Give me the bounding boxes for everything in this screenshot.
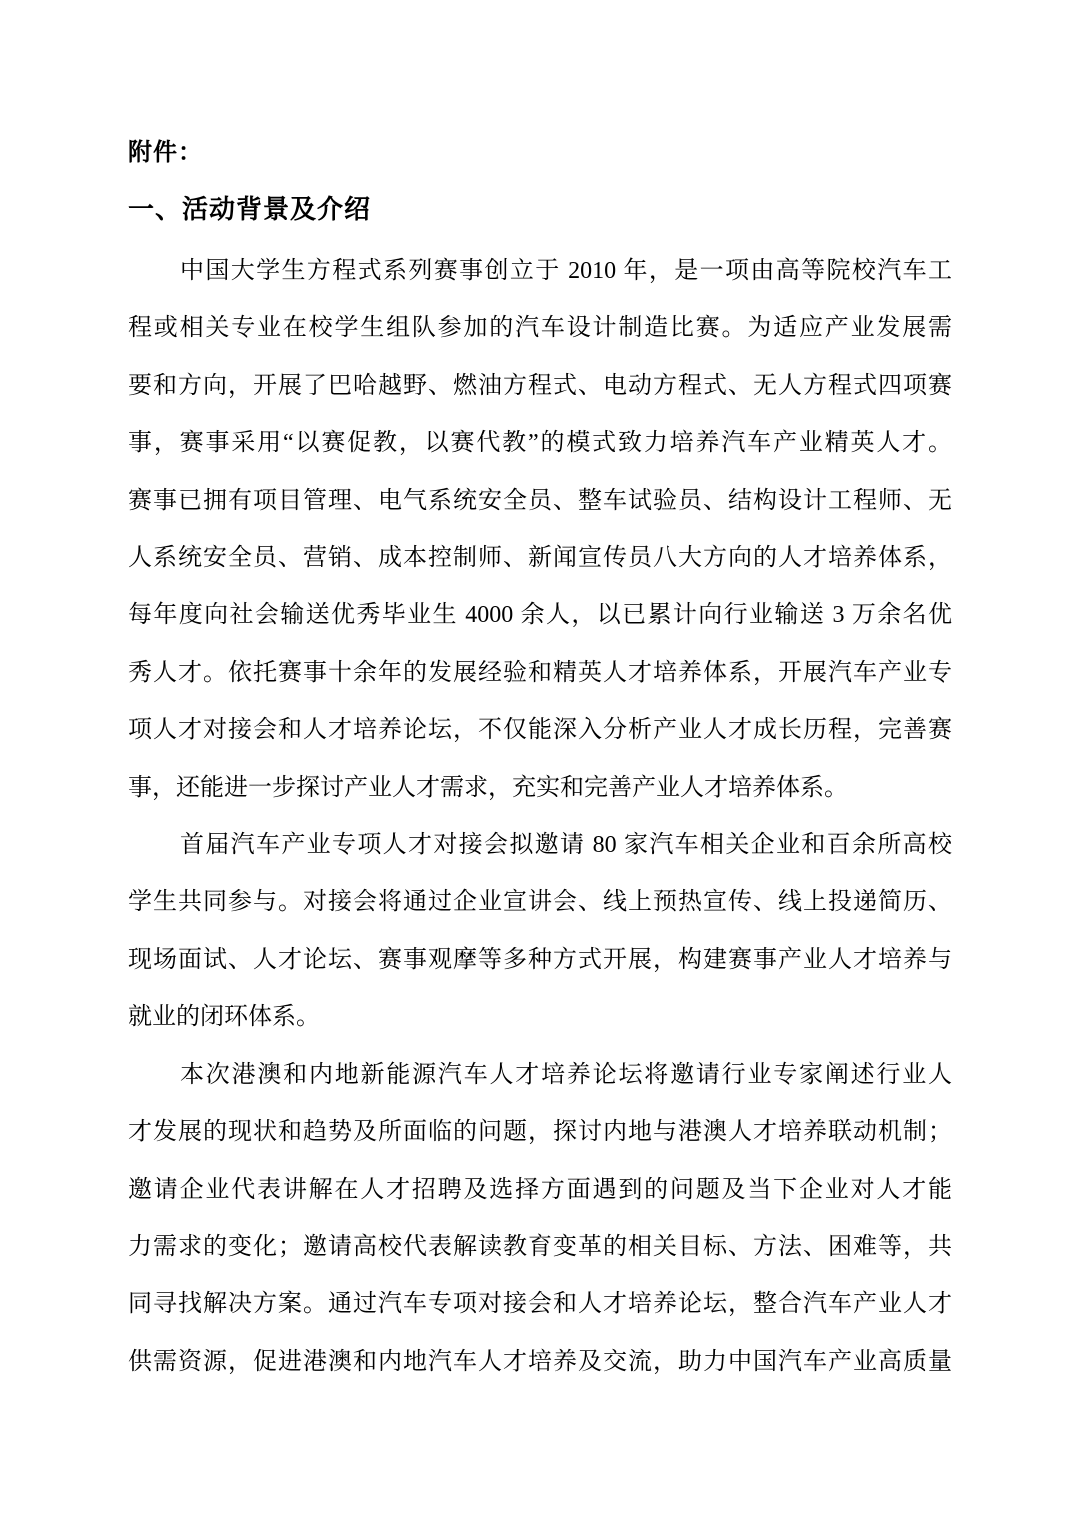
text-line: 才发展的现状和趋势及所面临的问题，探讨内地与港澳人才培养联动机制； (128, 1119, 952, 1146)
text-line: 事，赛事采用“以赛促教，以赛代教”的模式致力培养汽车产业精英人才。 (128, 430, 952, 457)
text-line: 邀请企业代表讲解在人才招聘及选择方面遇到的问题及当下企业对人才能 (128, 1176, 952, 1203)
text-line: 本次港澳和内地新能源汽车人才培养论坛将邀请行业专家阐述行业人 (180, 1061, 952, 1088)
body-text (128, 243, 952, 1391)
text-line: 供需资源，促进港澳和内地汽车人才培养及交流，助力中国汽车产业高质量 (128, 1348, 952, 1375)
text-line: 人系统安全员、营销、成本控制师、新闻宣传员八大方向的人才培养体系， (128, 545, 952, 572)
text-line: 赛事已拥有项目管理、电气系统安全员、整车试验员、结构设计工程师、无 (128, 487, 952, 514)
text-line: 力需求的变化；邀请高校代表解读教育变革的相关目标、方法、困难等，共 (128, 1233, 952, 1260)
text-line: 就业的闭环体系。 (128, 1004, 320, 1031)
text-line: 项人才对接会和人才培养论坛，不仅能深入分析产业人才成长历程，完善赛 (128, 717, 952, 744)
paragraph-job-fair (128, 817, 952, 1047)
paragraph-forum (128, 1047, 952, 1391)
text-line: 同寻找解决方案。通过汽车专项对接会和人才培养论坛，整合汽车产业人才 (128, 1291, 952, 1318)
text-line: 事，还能进一步探讨产业人才需求，充实和完善产业人才培养体系。 (128, 774, 848, 801)
paragraph-intro (128, 243, 952, 817)
text-line: 秀人才。依托赛事十余年的发展经验和精英人才培养体系，开展汽车产业专 (128, 659, 952, 686)
text-line: 首届汽车产业专项人才对接会拟邀请 80 家汽车相关企业和百余所高校 (180, 832, 952, 859)
text-line: 要和方向，开展了巴哈越野、燃油方程式、电动方程式、无人方程式四项赛 (128, 372, 952, 399)
text-line: 现场面试、人才论坛、赛事观摩等多种方式开展，构建赛事产业人才培养与 (128, 946, 952, 973)
text-line: 学生共同参与。对接会将通过企业宣讲会、线上预热宣传、线上投递简历、 (128, 889, 952, 916)
section-heading: 一、活动背景及介绍 (128, 194, 372, 224)
text-line: 中国大学生方程式系列赛事创立于 2010 年，是一项由高等院校汽车工 (180, 258, 952, 284)
text-line: 程或相关专业在校学生组队参加的汽车设计制造比赛。为适应产业发展需 (128, 315, 952, 342)
attachment-heading: 附件： (128, 139, 203, 166)
text-line: 每年度向社会输送优秀毕业生 4000 余人，以已累计向行业输送 3 万余名优 (128, 602, 952, 629)
